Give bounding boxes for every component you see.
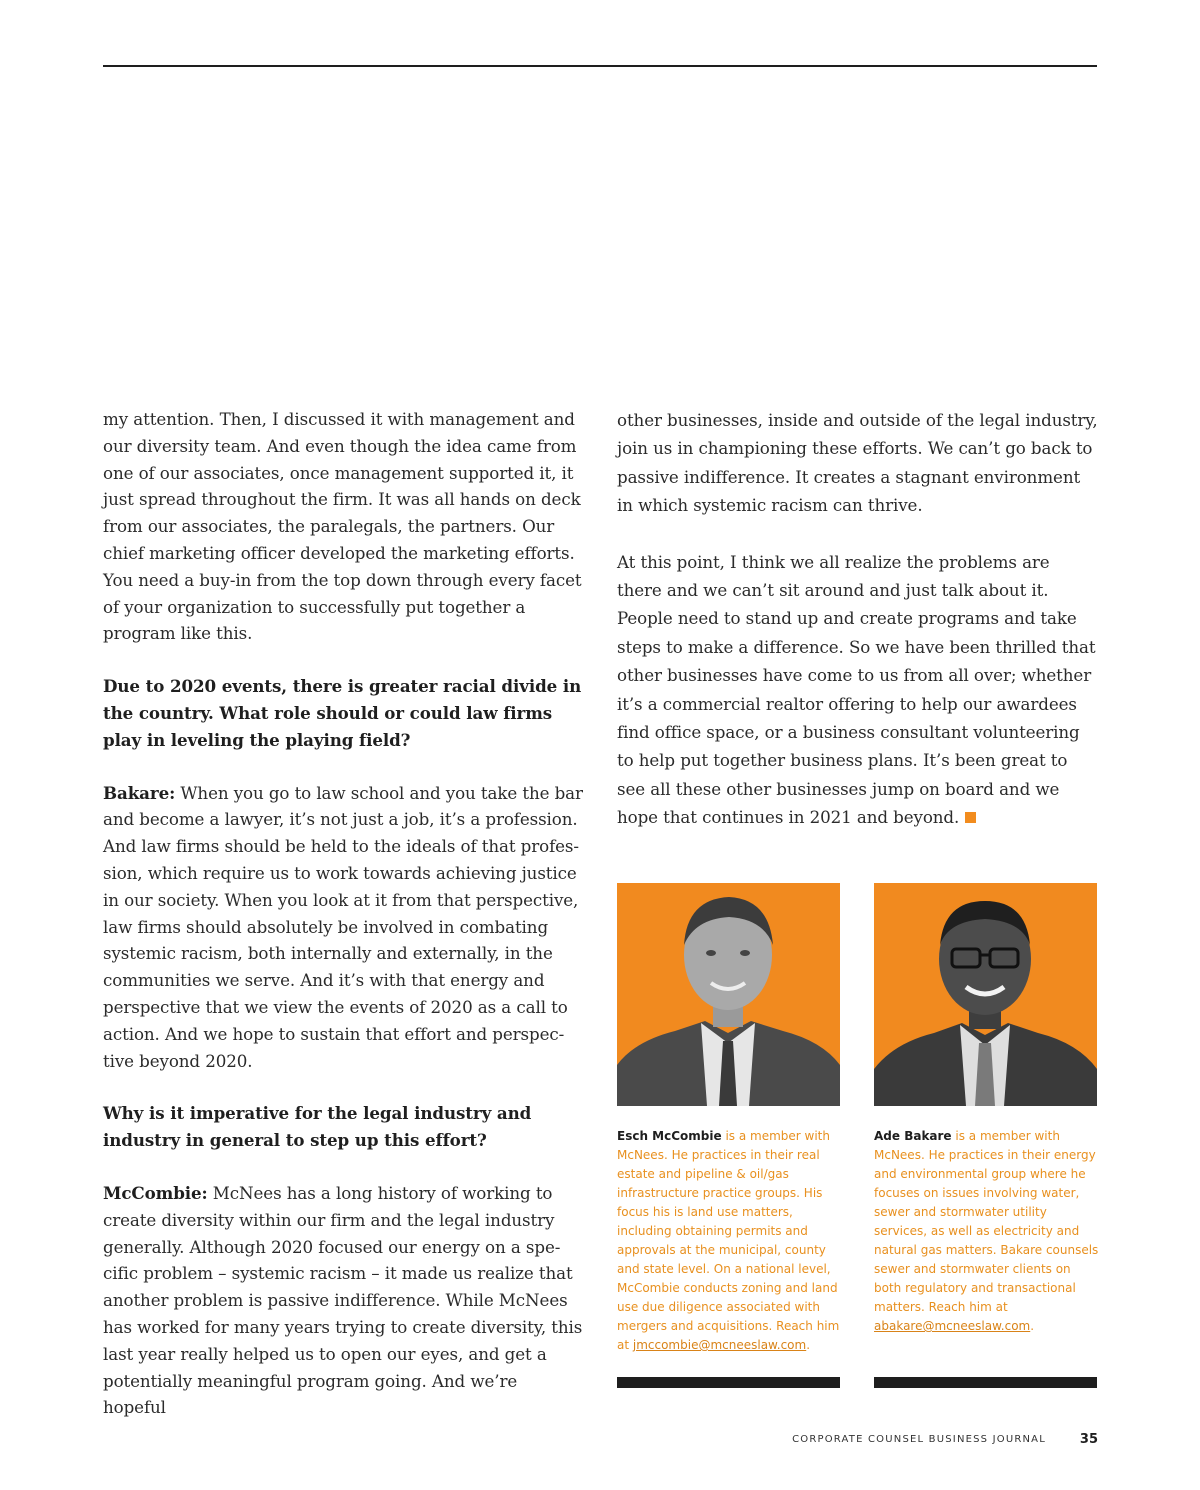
author-bio-mccombie bbox=[617, 1127, 843, 1355]
bio-text: is a member with McNees. He practices in their real estate and pipeline & oil/gas infrastructure practice groups. His focus his is land use matters, including obtaining permits and approvals at the municipal, county and state level. On a national level, McCombie conducts zoning and land use due diligence associated with mergers and acquisitions. Reach him at bbox=[617, 1129, 840, 1352]
paragraph-text: At this point, I think we all realize the problems are there and we can’t sit around and just talk about it. People need to stand up and create programs and take steps to make a difference. So we have been thrilled that other businesses have come to us from all over; whether it’s a commercial realtor offering to help our awardees find office space, or a business consultant volunteering to help put together business plans. It’s been great to see all these other businesses jump on board and we hope that continues in 2021 and beyond. bbox=[617, 551, 1096, 828]
answer-text: When you go to law school and you take the bar and become a lawyer, it’s not just a job, it’s a profession. And law firms should be held to the ideals of that profession, which require us to work towards achieving justice in our society. When you look at it from that perspective, law firms should absolutely be involved in combating systemic racism, both internally and externally, in the communities we serve. And it’s with that energy and perspective that we view the events of 2020 as a call to action. And we hope to sustain that effort and perspective beyond 2020. bbox=[103, 782, 583, 1071]
portrait-esch-mccombie bbox=[617, 883, 840, 1106]
interview-question: Due to 2020 events, there is greater racial divide in the country. What role should or could law firms play in leveling the playing field? bbox=[103, 676, 582, 750]
bio-divider-bar bbox=[617, 1377, 840, 1388]
footer-journal-title: CORPORATE COUNSEL BUSINESS JOURNAL bbox=[792, 1434, 1046, 1445]
portrait-ade-bakare bbox=[874, 883, 1097, 1106]
body-paragraph bbox=[617, 548, 1099, 832]
bio-divider-bar bbox=[874, 1377, 1097, 1388]
answer-text: McNees has a long history of working to create diversity within our firm and the legal industry generally. Although 2020 focused our energy on a specific problem – systemic racism – it made us realize that another problem is passive indifference. While McNees has worked for many years trying to create diversity, this last year really helped us to open our eyes, and get a potentially meaningful program going. And we’re hopeful bbox=[103, 1182, 583, 1418]
bio-text: is a member with McNees. He practices in their energy and environmental group where he focuses on issues involving water, sewer and stormwater utility services, as well as electricity and natural gas matters. Bakare counsels sewer and stormwater clients on both regulatory and transactional matters. Reach him at bbox=[874, 1129, 1099, 1314]
page-number: 35 bbox=[1079, 1432, 1098, 1447]
interview-answer bbox=[103, 780, 585, 1075]
speaker-name: Bakare: bbox=[103, 782, 176, 803]
person-portrait-icon bbox=[617, 883, 840, 1106]
bio-end: . bbox=[806, 1338, 811, 1352]
email-link[interactable]: jmccombie@mcneeslaw.com bbox=[632, 1338, 807, 1352]
interview-answer bbox=[103, 1180, 585, 1421]
interview-question: Why is it imperative for the legal industry and industry in general to step up this effort? bbox=[103, 1103, 532, 1151]
left-column bbox=[103, 406, 585, 1447]
top-rule bbox=[103, 65, 1097, 67]
person-portrait-icon bbox=[874, 883, 1097, 1106]
right-column bbox=[617, 406, 1099, 860]
body-paragraph: other businesses, inside and outside of the legal industry, join us in championing these efforts. We can’t go back to passive indifference. It creates a stagnant environment in which systemic racism can thrive. bbox=[617, 410, 1098, 516]
author-name: Ade Bakare bbox=[874, 1129, 952, 1143]
author-bio-bakare bbox=[874, 1127, 1100, 1336]
bio-end: . bbox=[1030, 1319, 1035, 1333]
email-link[interactable]: abakare@mcneeslaw.com bbox=[874, 1319, 1031, 1333]
body-paragraph: my attention. Then, I discussed it with management and our diversity team. And even though the idea came from one of our associates, once management supported it, it just spread throughout the firm. It was all hands on deck from our associates, the paralegals, the partners. Our chief marketing officer developed the marketing efforts. You need a buy-in from the top down through every facet of your organization to successfully put together a program like this. bbox=[103, 409, 582, 644]
author-name: Esch McCombie bbox=[617, 1129, 722, 1143]
speaker-name: McCombie: bbox=[103, 1182, 208, 1203]
article-end-mark bbox=[965, 812, 976, 823]
